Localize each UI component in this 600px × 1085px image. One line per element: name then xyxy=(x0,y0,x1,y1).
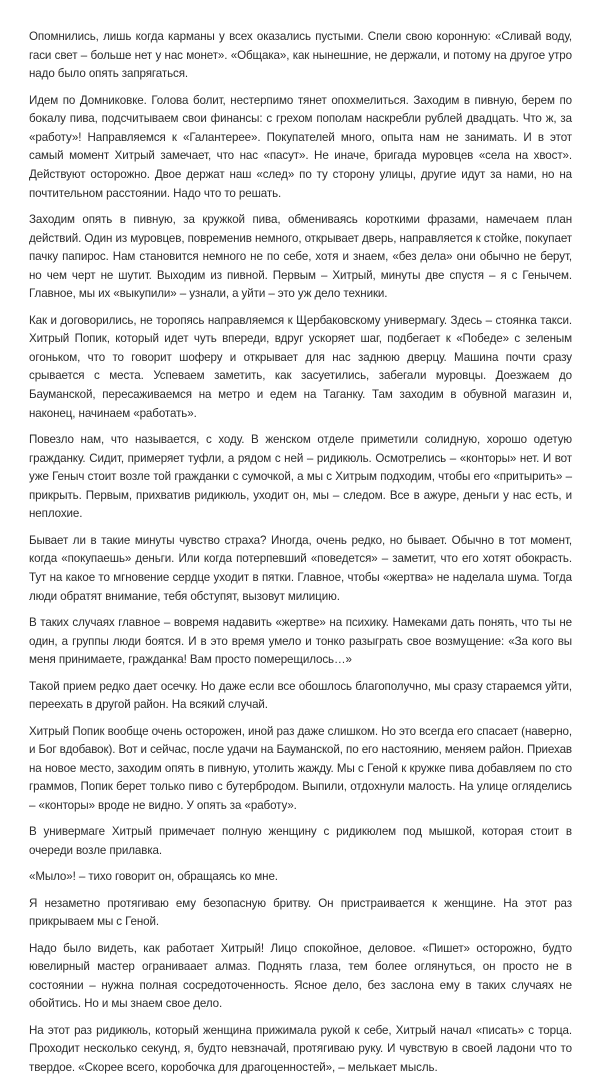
paragraph: Опомнились, лишь когда карманы у всех оказались пустыми. Спели свою коронную: «Сливай воду, гаси свет – больше нет у нас монет». «Общака», как нынешние, не держали, и потому на другое утро надо было опять запрягаться. xyxy=(29,30,572,81)
paragraph: Надо было видеть, как работает Хитрый! Лицо спокойное, деловое. «Пишет» осторожно, будто ювелирный мастер ограниваает алмаз. Поднять глаза, тем более оглянуться, он просто не в состоянии – нужна полная сосредоточенность. Ясное дело, без заслона ему в таких случаях не обойтись. Но и мы знаем свое дело. xyxy=(29,941,572,1011)
paragraph: В таких случаях главное – вовремя надавить «жертве» на психику. Намеками дать понять, что ты не один, а группы люди боятся. И в это время умело и тонко разыграть свое возмущение: «За кого вы меня принимаете, гражданка! Вам просто померещилось…» xyxy=(29,616,572,667)
document-page xyxy=(29,28,572,1085)
paragraph: Повезло нам, что называется, с ходу. В женском отделе приметили солидную, хорошо одетую гражданку. Сидит, примеряет туфли, а рядом с ней – ридикюль. Осмотрелись – «конторы» нет. И вот уже Геныч стоит возле той гражданки с сумочкой, а мы с Хитрым подходим, чтобы его «притырить» – прикрыть. Первым, прихватив ридикюль, уходит он, мы – следом. Все в ажуре, деньги у нас есть, и неплохие. xyxy=(29,433,572,521)
paragraph: Идем по Домниковке. Голова болит, нестерпимо тянет опохмелиться. Заходим в пивную, берем по бокалу пива, подсчитываем свои финансы: с грехом пополам наскребли рублей двадцать. Что ж, за «работу»! Направляемся к «Галантерее». Покупателей много, опыта нам не занимать. И в этот самый момент Хитрый замечает, что нас «пасут». Не иначе, бригада муровцев «села на хвост». Действуют осторожно. Двое держат наш «след» по ту сторону улицы, другие идут за нами, но на почтительном расстоянии. Надо что то решать. xyxy=(29,93,572,200)
paragraph: В универмаге Хитрый примечает полную женщину с ридикюлем под мышкой, которая стоит в очереди возле прилавка. xyxy=(29,825,572,857)
paragraph: Заходим опять в пивную, за кружкой пива, обмениваясь короткими фразами, намечаем план действий. Один из муровцев, повременив немного, открывает дверь, направляется к стойке, покупает пачку папирос. Нам становится немного не по себе, хотя и знаем, «без дела» они обычно не берут, но чем черт не шутит. Выходим из пивной. Первым – Хитрый, минуты две спустя – я с Генычем. Главное, мы их «выкупили» – узнали, а уйти – это уж дело техники. xyxy=(29,212,572,301)
paragraph: Как и договорились, не торопясь направляемся к Щербаковскому универмагу. Здесь – стоянка такси. Хитрый Попик, который идет чуть впереди, вдруг ускоряет шаг, подбегает к «Победе» с зеленым огоньком, что то говорит шоферу и открывает для нас заднюю дверцу. Машина почти сразу срывается с места. Успеваем заметить, как засуетились, забегали муровцы. Доезжаем до Бауманской, пересаживаемся на метро и едем на Таганку. Там заходим в обувной магазин и, наконец, начинаем «работать». xyxy=(29,313,572,420)
paragraph: Такой прием редко дает осечку. Но даже если все обошлось благополучно, мы сразу стараемся уйти, переехать в другой район. На всякий случай. xyxy=(29,679,572,712)
paragraph: «Мыло»! – тихо говорит он, обращаясь ко мне. xyxy=(29,870,278,884)
paragraph: Бывает ли в такие минуты чувство страха? Иногда, очень редко, но бывает. Обычно в тот момент, когда «покупаешь» деньги. Или когда потерпевший «поведется» – заметит, что его хотят обокрасть. Тут на какое то мгновение сердце уходит в пятки. Главное, чтобы «жертва» не наделала шума. Тогда люди обратят внимание, тебя обступят, вызовут милицию. xyxy=(29,533,572,603)
paragraph: Хитрый Попик вообще очень осторожен, иной раз даже слишком. Но это всегда его спасает (наверно, и Бог вдобавок). Вот и сейчас, после удачи на Бауманской, по его настоянию, меняем район. Приехав на новое место, заходим опять в пивную, утолить жажду. Мы с Геной к кружке пива добавляем по сто граммов, Попик берет только пиво с бутербродом. Выпили, отдохнули малость. На улице огляделись – «конторы» вроде не видно. У опять за «работу». xyxy=(29,724,572,812)
paragraph: На этот раз ридикюль, который женщина прижимала рукой к себе, Хитрый начал «писать» с торца. Проходит несколько секунд, я, будто невзначай, протягиваю руку. И чувствую в своей ладони что то твердое. «Скорее всего, коробочка для драгоценностей», – мелькает мысль. xyxy=(29,1023,572,1075)
paragraph: Я незаметно протягиваю ему безопасную бритву. Он пристраивается к женщине. На этот раз прикрываем мы с Геной. xyxy=(29,896,572,929)
